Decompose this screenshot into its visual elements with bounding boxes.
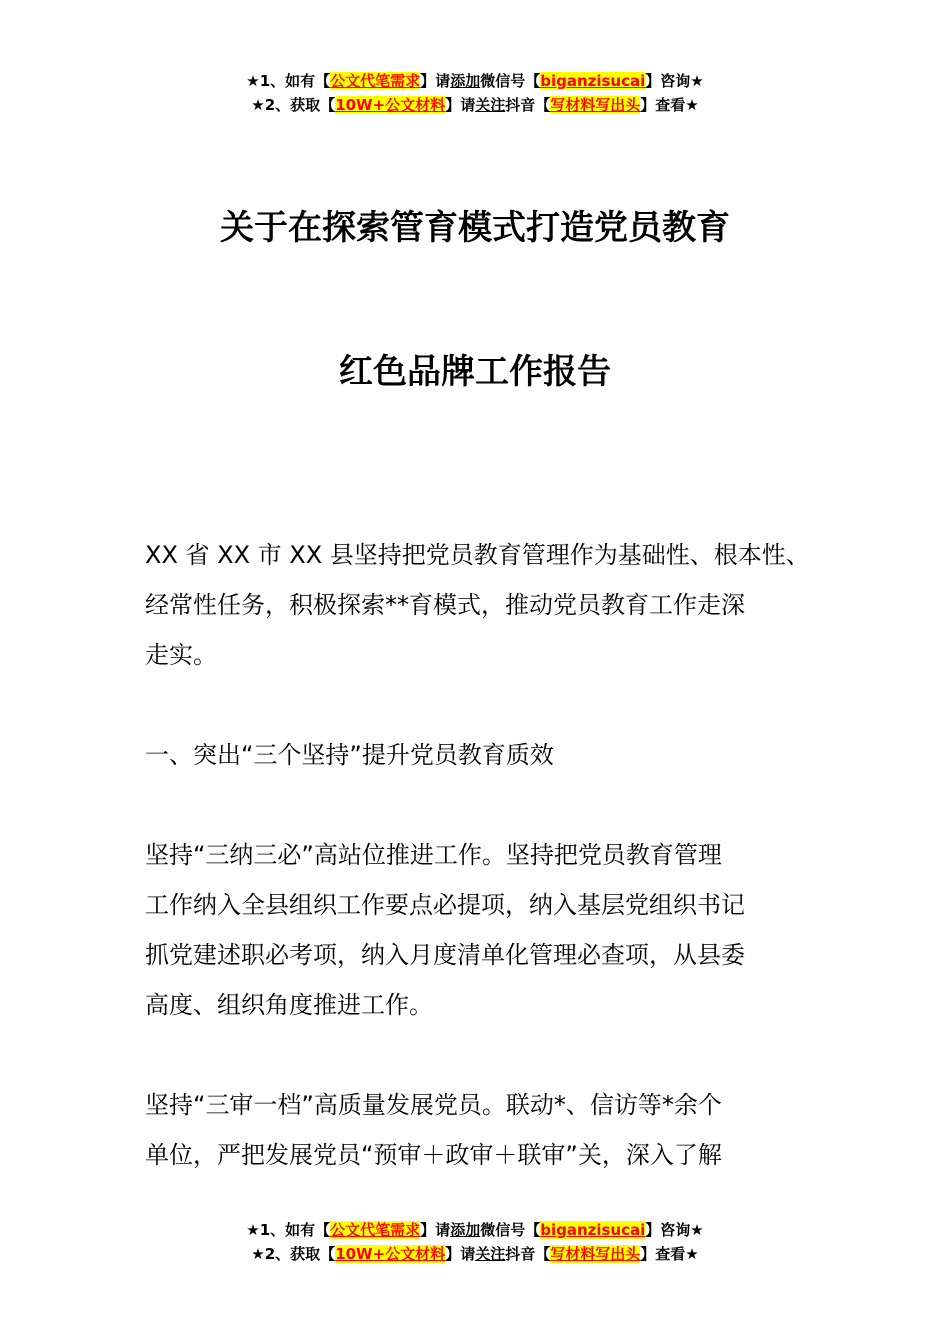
- paragraph-line: 抓党建述职必考项，纳入月度清单化管理必查项，从县委: [145, 941, 745, 969]
- blank-line: [145, 1030, 845, 1080]
- highlighted-text: 写材料写出头: [550, 96, 641, 114]
- highlighted-text: 公文代笔需求: [330, 1221, 421, 1239]
- paragraph-line: 坚持“三纳三必”高站位推进工作。坚持把党员教育管理: [145, 841, 722, 869]
- document-title-line-1: 关于在探索管育模式打造党员教育: [220, 208, 730, 248]
- promo-banner-top: [0, 69, 950, 117]
- banner-text: ★1、如有【: [246, 1221, 331, 1239]
- banner-text: 微信号【: [480, 72, 541, 90]
- blank-line: [145, 680, 845, 730]
- blank-line: [145, 780, 845, 830]
- paragraph-line: 经常性任务，积极探索**育模式，推动党员教育工作走深: [145, 591, 745, 619]
- highlighted-text: 公文代笔需求: [330, 72, 421, 90]
- paragraph-line: 高度、组织角度推进工作。: [145, 991, 433, 1019]
- highlighted-text: biganzisucai: [540, 72, 646, 90]
- underlined-text: 关注: [475, 96, 506, 114]
- paragraph-line: 坚持“三审一档”高质量发展党员。联动*、信访等*余个: [145, 1091, 722, 1119]
- banner-line-1: [0, 1218, 950, 1242]
- paragraph-line: 一、突出“三个坚持”提升党员教育质效: [145, 741, 554, 769]
- highlighted-text: biganzisucai: [540, 1221, 646, 1239]
- banner-text: 抖音【: [505, 1245, 551, 1263]
- document-body: [145, 530, 845, 1180]
- banner-line-2: [0, 1242, 950, 1266]
- banner-text: 】请: [420, 72, 451, 90]
- promo-banner-bottom: [0, 1218, 950, 1266]
- paragraph-line: 单位，严把发展党员“预审＋政审＋联审”关，深入了解: [145, 1141, 722, 1169]
- banner-text: ★1、如有【: [246, 72, 331, 90]
- paragraph-line: 工作纳入全县组织工作要点必提项，纳入基层党组织书记: [145, 891, 745, 919]
- banner-text: 】咨询★: [645, 1221, 704, 1239]
- highlighted-text: 写材料写出头: [550, 1245, 641, 1263]
- banner-text: 抖音【: [505, 96, 551, 114]
- underlined-text: 添加: [450, 1221, 481, 1239]
- banner-text: ★2、获取【: [251, 1245, 336, 1263]
- banner-text: 】请: [445, 96, 476, 114]
- banner-text: 】查看★: [640, 1245, 699, 1263]
- underlined-text: 关注: [475, 1245, 506, 1263]
- banner-text: 】请: [445, 1245, 476, 1263]
- banner-text: ★2、获取【: [251, 96, 336, 114]
- banner-text: 】请: [420, 1221, 451, 1239]
- document-title-line-2: 红色品牌工作报告: [339, 352, 611, 392]
- paragraph-line: 走实。: [145, 641, 217, 669]
- underlined-text: 添加: [450, 72, 481, 90]
- paragraph-line: XX 省 XX 市 XX 县坚持把党员教育管理作为基础性、根本性、: [145, 541, 810, 569]
- banner-text: 微信号【: [480, 1221, 541, 1239]
- highlighted-text: 10W+公文材料: [335, 1245, 446, 1263]
- banner-text: 】咨询★: [645, 72, 704, 90]
- highlighted-text: 10W+公文材料: [335, 96, 446, 114]
- banner-line-2: [0, 93, 950, 117]
- banner-text: 】查看★: [640, 96, 699, 114]
- banner-line-1: [0, 69, 950, 93]
